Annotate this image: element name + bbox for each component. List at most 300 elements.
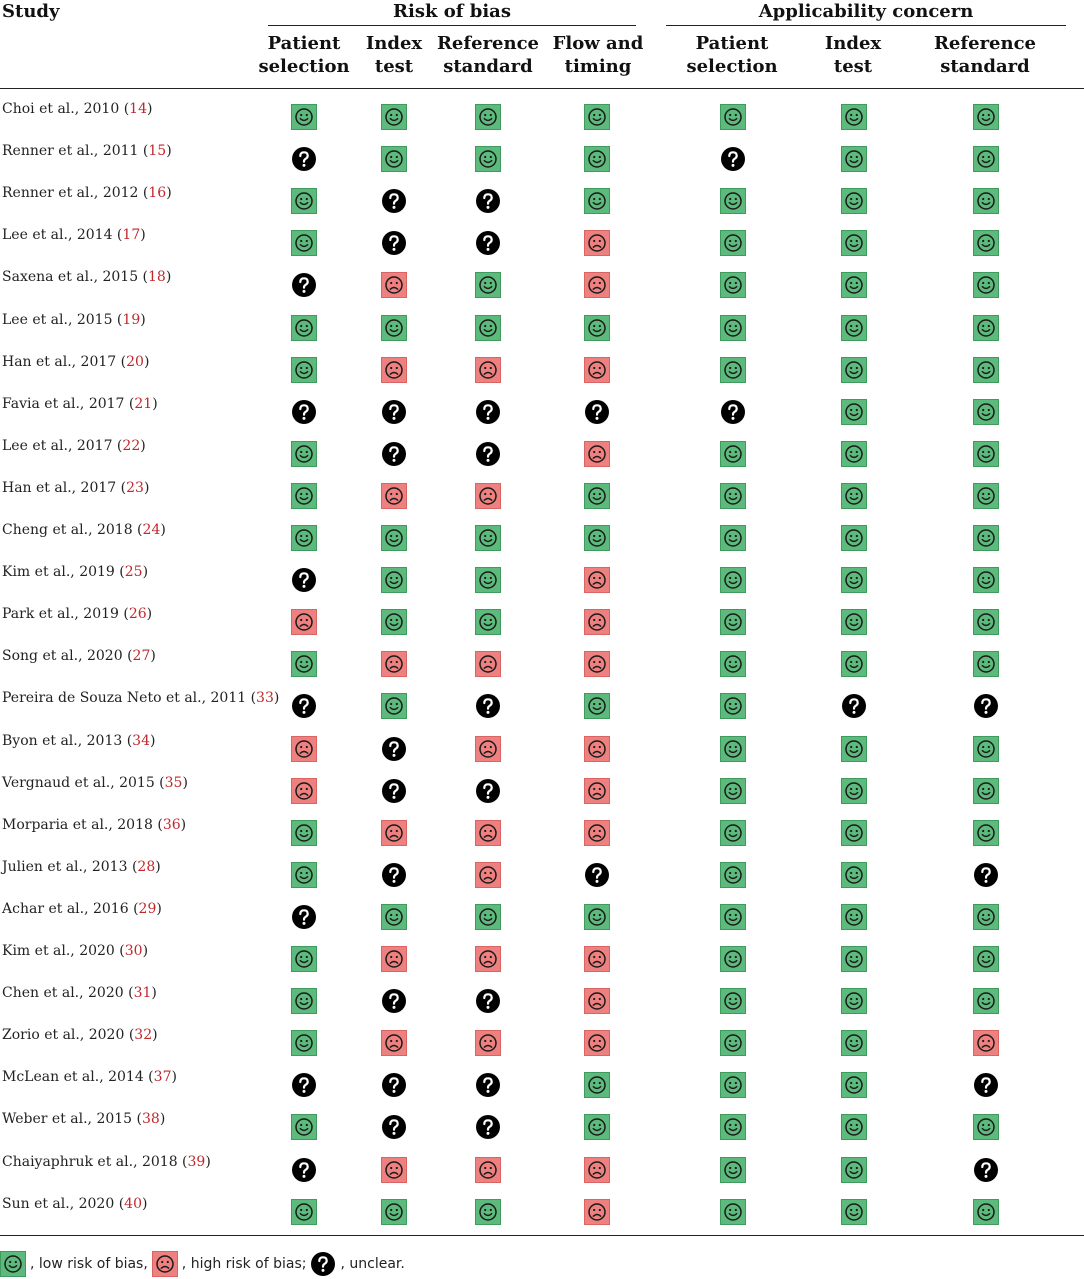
study-name — [2, 1027, 158, 1043]
question-mark-icon — [381, 736, 407, 762]
question-mark-icon — [381, 399, 407, 425]
smiley-face-icon — [973, 441, 999, 467]
study-label: Renner et al., 2011 ( — [2, 143, 149, 160]
smiley-face-icon — [973, 188, 999, 214]
smiley-face-icon — [841, 188, 867, 214]
study-label-close: ) — [165, 269, 172, 286]
smiley-face-icon — [584, 693, 610, 719]
sad-face-icon — [475, 736, 501, 762]
smiley-face-icon — [584, 315, 610, 341]
study-name — [2, 1069, 177, 1085]
reference-link[interactable]: 26 — [128, 606, 147, 623]
question-mark-icon — [291, 567, 317, 593]
study-name — [2, 354, 149, 370]
study-label-close: ) — [146, 606, 153, 623]
question-mark-icon — [475, 778, 501, 804]
applicability-group-header: Applicability concern — [758, 1, 974, 22]
study-label: Renner et al., 2012 ( — [2, 185, 149, 202]
smiley-face-icon — [841, 651, 867, 677]
smiley-face-icon — [584, 1114, 610, 1140]
smiley-face-icon — [841, 988, 867, 1014]
reference-link[interactable]: 16 — [148, 185, 167, 202]
reference-link[interactable]: 32 — [134, 1027, 153, 1044]
study-label: Morparia et al., 2018 ( — [2, 816, 163, 833]
reference-link[interactable]: 34 — [132, 732, 150, 749]
reference-link[interactable]: 35 — [164, 774, 183, 791]
study-name — [2, 606, 152, 622]
smiley-face-icon — [291, 1114, 317, 1140]
smiley-face-icon — [291, 441, 317, 467]
reference-link[interactable]: 25 — [124, 564, 143, 581]
smiley-face-icon — [381, 1199, 407, 1225]
smiley-face-icon — [841, 567, 867, 593]
sad-face-icon — [584, 609, 610, 635]
study-name — [2, 817, 186, 833]
reference-link[interactable]: 40 — [124, 1195, 142, 1212]
question-mark-icon — [475, 988, 501, 1014]
smiley-face-icon — [973, 525, 999, 551]
study-label: Song et al., 2020 ( — [2, 648, 133, 665]
question-mark-icon — [381, 1114, 407, 1140]
study-label-close: ) — [155, 858, 161, 875]
smiley-face-icon — [291, 820, 317, 846]
study-label: Pereira de Souza Neto et al., 2011 ( — [2, 690, 257, 707]
study-label: Achar et al., 2016 ( — [2, 900, 139, 917]
reference-link[interactable]: 37 — [153, 1069, 172, 1086]
smiley-face-icon — [291, 357, 317, 383]
study-label: Julien et al., 2013 ( — [2, 858, 138, 875]
smiley-face-icon — [973, 567, 999, 593]
question-mark-icon — [973, 1072, 999, 1098]
smiley-face-icon — [841, 904, 867, 930]
question-mark-icon — [381, 230, 407, 256]
smiley-face-icon — [720, 357, 746, 383]
reference-link[interactable]: 28 — [137, 858, 156, 875]
smiley-face-icon — [720, 567, 746, 593]
study-name — [2, 564, 148, 580]
study-label-close: ) — [140, 311, 146, 328]
study-label: Choi et al., 2010 ( — [2, 101, 130, 117]
study-label: Han et al., 2017 ( — [2, 353, 127, 370]
smiley-face-icon — [720, 904, 746, 930]
smiley-face-icon — [841, 1157, 867, 1183]
sad-face-icon — [584, 272, 610, 298]
smiley-face-icon — [720, 315, 746, 341]
study-label: Weber et al., 2015 ( — [2, 1111, 142, 1128]
question-mark-icon — [720, 399, 746, 425]
smiley-face-icon — [381, 904, 407, 930]
study-name — [2, 101, 152, 117]
smiley-face-icon — [720, 820, 746, 846]
study-label-close: ) — [205, 1153, 211, 1170]
legend-unclear-text: , unclear. — [340, 1256, 405, 1272]
smiley-face-icon — [720, 651, 746, 677]
smiley-face-icon — [973, 230, 999, 256]
reference-link[interactable]: 38 — [142, 1111, 160, 1128]
smiley-face-icon — [475, 272, 501, 298]
header-bottom-rule — [0, 88, 1084, 89]
smiley-face-icon — [381, 104, 407, 130]
smiley-face-icon — [720, 946, 746, 972]
smiley-face-icon — [841, 609, 867, 635]
smiley-face-icon — [720, 1114, 746, 1140]
smiley-face-icon — [841, 1199, 867, 1225]
study-name — [2, 480, 149, 496]
risk-of-bias-underline — [268, 25, 636, 26]
study-name — [2, 312, 146, 328]
sad-face-icon — [291, 609, 317, 635]
smiley-face-icon — [584, 104, 610, 130]
question-mark-icon — [841, 693, 867, 719]
smiley-face-icon — [291, 862, 317, 888]
smiley-face-icon — [841, 441, 867, 467]
smiley-face-icon — [973, 1199, 999, 1225]
question-mark-icon — [291, 399, 317, 425]
legend-high-text: , high risk of bias; — [181, 1256, 307, 1272]
smiley-face-icon — [584, 1072, 610, 1098]
question-mark-icon — [291, 904, 317, 930]
col-header-index-test: Index test — [365, 33, 423, 77]
study-name — [2, 733, 155, 749]
question-mark-icon — [381, 778, 407, 804]
smiley-face-icon — [720, 1199, 746, 1225]
smiley-face-icon — [973, 483, 999, 509]
question-mark-icon — [381, 862, 407, 888]
study-label-close: ) — [140, 227, 146, 244]
sad-face-icon — [475, 862, 501, 888]
sad-face-icon — [584, 1199, 610, 1225]
reference-link[interactable]: 33 — [256, 690, 274, 707]
study-label-close: ) — [151, 985, 157, 1002]
smiley-face-icon — [475, 104, 501, 130]
smiley-face-icon — [381, 525, 407, 551]
sad-face-icon — [584, 1157, 610, 1183]
smiley-face-icon — [584, 525, 610, 551]
smiley-face-icon — [973, 778, 999, 804]
smiley-face-icon — [841, 1114, 867, 1140]
reference-link[interactable]: 29 — [138, 900, 157, 917]
sad-face-icon — [475, 820, 501, 846]
smiley-face-icon — [841, 483, 867, 509]
smiley-face-icon — [973, 315, 999, 341]
question-mark-icon — [475, 1114, 501, 1140]
smiley-face-icon — [475, 315, 501, 341]
smiley-face-icon — [720, 483, 746, 509]
sad-face-icon — [291, 736, 317, 762]
sad-face-icon — [584, 567, 610, 593]
smiley-face-icon — [720, 988, 746, 1014]
sad-face-icon — [475, 1157, 501, 1183]
table-bottom-rule — [0, 1235, 1084, 1236]
study-label: Lee et al., 2015 ( — [2, 311, 123, 328]
smiley-face-icon — [973, 272, 999, 298]
smiley-face-icon — [841, 357, 867, 383]
sad-face-icon — [381, 483, 407, 509]
smiley-face-icon — [973, 104, 999, 130]
reference-link[interactable]: 30 — [124, 943, 143, 959]
smiley-face-icon — [381, 567, 407, 593]
smiley-face-icon — [973, 904, 999, 930]
study-name — [2, 1111, 165, 1127]
smiley-face-icon — [291, 988, 317, 1014]
smiley-face-icon — [291, 651, 317, 677]
col-header-flow-and-timing: Flow and timing — [552, 33, 644, 77]
sad-face-icon — [291, 778, 317, 804]
smiley-face-icon — [841, 525, 867, 551]
reference-link[interactable]: 31 — [133, 985, 152, 1002]
question-mark-icon — [381, 988, 407, 1014]
smiley-face-icon — [584, 188, 610, 214]
smiley-face-icon — [291, 104, 317, 130]
question-mark-icon — [584, 399, 610, 425]
smiley-face-icon — [720, 104, 746, 130]
sad-face-icon — [475, 1030, 501, 1056]
sad-face-icon — [152, 1251, 178, 1277]
risk-of-bias-group-header: Risk of bias — [393, 1, 511, 22]
smiley-face-icon — [291, 315, 317, 341]
legend-low-text: , low risk of bias, — [30, 1256, 148, 1272]
question-mark-icon — [973, 693, 999, 719]
study-label: Lee et al., 2014 ( — [2, 227, 123, 244]
sad-face-icon — [475, 483, 501, 509]
smiley-face-icon — [973, 820, 999, 846]
sad-face-icon — [584, 736, 610, 762]
question-mark-icon — [381, 441, 407, 467]
question-mark-icon — [720, 146, 746, 172]
smiley-face-icon — [720, 1157, 746, 1183]
reference-link[interactable]: 17 — [122, 227, 141, 244]
smiley-face-icon — [973, 146, 999, 172]
col-header-applicability-patient-selection: Patient selection — [686, 33, 778, 77]
study-label: Byon et al., 2013 ( — [2, 732, 133, 749]
reference-link[interactable]: 36 — [162, 816, 181, 833]
legend — [0, 1249, 409, 1279]
smiley-face-icon — [973, 399, 999, 425]
smiley-face-icon — [973, 946, 999, 972]
study-name — [2, 901, 162, 917]
study-name — [2, 648, 156, 664]
study-name — [2, 438, 146, 454]
question-mark-icon — [475, 188, 501, 214]
question-mark-icon — [381, 188, 407, 214]
smiley-face-icon — [381, 693, 407, 719]
smiley-face-icon — [841, 1030, 867, 1056]
smiley-face-icon — [291, 188, 317, 214]
question-mark-icon — [475, 441, 501, 467]
sad-face-icon — [584, 778, 610, 804]
study-label-close: ) — [142, 564, 149, 581]
study-name — [2, 943, 148, 959]
study-label: Park et al., 2019 ( — [2, 606, 129, 623]
study-label-close: ) — [150, 648, 156, 665]
smiley-face-icon — [584, 146, 610, 172]
smiley-face-icon — [475, 567, 501, 593]
smiley-face-icon — [720, 525, 746, 551]
study-label-close: ) — [171, 1069, 177, 1086]
smiley-face-icon — [720, 441, 746, 467]
study-name — [2, 522, 166, 538]
sad-face-icon — [381, 272, 407, 298]
smiley-face-icon — [841, 399, 867, 425]
smiley-face-icon — [973, 651, 999, 677]
smiley-face-icon — [841, 146, 867, 172]
question-mark-icon — [475, 1072, 501, 1098]
question-mark-icon — [291, 146, 317, 172]
study-name — [2, 859, 161, 875]
smiley-face-icon — [720, 1072, 746, 1098]
smiley-face-icon — [841, 946, 867, 972]
study-label-close: ) — [143, 353, 150, 370]
study-label-close: ) — [142, 943, 149, 959]
study-label: Kim et al., 2020 ( — [2, 943, 125, 959]
smiley-face-icon — [291, 1199, 317, 1225]
smiley-face-icon — [475, 146, 501, 172]
smiley-face-icon — [720, 862, 746, 888]
smiley-face-icon — [841, 272, 867, 298]
study-label-close: ) — [152, 395, 158, 412]
sad-face-icon — [584, 820, 610, 846]
study-label: Chaiyaphruk et al., 2018 ( — [2, 1153, 188, 1170]
smiley-face-icon — [841, 104, 867, 130]
study-label: Favia et al., 2017 ( — [2, 395, 135, 412]
question-mark-icon — [291, 693, 317, 719]
smiley-face-icon — [720, 1030, 746, 1056]
smiley-face-icon — [291, 1030, 317, 1056]
col-header-reference-standard: Reference standard — [436, 33, 540, 77]
reference-link[interactable]: 14 — [129, 101, 147, 117]
study-label-close: ) — [140, 437, 146, 454]
sad-face-icon — [381, 1157, 407, 1183]
smiley-face-icon — [973, 1114, 999, 1140]
question-mark-icon — [584, 862, 610, 888]
study-label-close: ) — [147, 101, 153, 117]
sad-face-icon — [584, 230, 610, 256]
smiley-face-icon — [0, 1251, 26, 1277]
smiley-face-icon — [720, 609, 746, 635]
smiley-face-icon — [381, 609, 407, 635]
smiley-face-icon — [720, 736, 746, 762]
question-mark-icon — [475, 399, 501, 425]
col-header-applicability-reference-standard: Reference standard — [933, 33, 1037, 77]
reference-link[interactable]: 27 — [132, 648, 151, 665]
reference-link[interactable]: 19 — [122, 311, 141, 328]
study-label-close: ) — [273, 690, 280, 707]
study-label-close: ) — [166, 143, 172, 160]
smiley-face-icon — [841, 315, 867, 341]
reference-link[interactable]: 20 — [126, 353, 144, 370]
smiley-face-icon — [841, 1072, 867, 1098]
study-label: Cheng et al., 2018 ( — [2, 522, 143, 538]
applicability-underline — [666, 25, 1066, 26]
study-label: Zorio et al., 2020 ( — [2, 1027, 135, 1044]
study-name — [2, 269, 171, 285]
smiley-face-icon — [973, 988, 999, 1014]
sad-face-icon — [381, 357, 407, 383]
reference-link[interactable]: 15 — [148, 143, 167, 160]
question-mark-icon — [475, 693, 501, 719]
study-label: Kim et al., 2019 ( — [2, 564, 125, 581]
study-name — [2, 185, 172, 201]
col-header-patient-selection: Patient selection — [258, 33, 350, 77]
question-mark-icon — [310, 1251, 336, 1277]
study-name — [2, 1154, 211, 1170]
question-mark-icon — [381, 1072, 407, 1098]
study-label-close: ) — [159, 1111, 166, 1128]
smiley-face-icon — [475, 1199, 501, 1225]
smiley-face-icon — [841, 736, 867, 762]
question-mark-icon — [973, 862, 999, 888]
reference-link[interactable]: 24 — [142, 522, 161, 538]
sad-face-icon — [475, 651, 501, 677]
study-label-close: ) — [156, 900, 162, 917]
study-label-close: ) — [166, 185, 172, 202]
study-label: Vergnaud et al., 2015 ( — [2, 774, 165, 791]
smiley-face-icon — [381, 315, 407, 341]
study-label: Chen et al., 2020 ( — [2, 985, 134, 1002]
study-label-close: ) — [160, 522, 166, 538]
smiley-face-icon — [841, 862, 867, 888]
study-name — [2, 690, 279, 706]
study-label-close: ) — [143, 479, 150, 496]
study-label: Han et al., 2017 ( — [2, 479, 127, 496]
reference-link[interactable]: 18 — [148, 269, 166, 286]
smiley-face-icon — [475, 904, 501, 930]
question-mark-icon — [973, 1157, 999, 1183]
smiley-face-icon — [841, 230, 867, 256]
question-mark-icon — [291, 1072, 317, 1098]
reference-link[interactable]: 23 — [126, 479, 144, 496]
study-label: Lee et al., 2017 ( — [2, 437, 123, 454]
sad-face-icon — [584, 1030, 610, 1056]
smiley-face-icon — [841, 820, 867, 846]
study-label-close: ) — [141, 1195, 148, 1212]
reference-link[interactable]: 39 — [187, 1153, 206, 1170]
sad-face-icon — [381, 651, 407, 677]
study-name — [2, 985, 157, 1001]
smiley-face-icon — [291, 946, 317, 972]
smiley-face-icon — [720, 693, 746, 719]
sad-face-icon — [584, 988, 610, 1014]
study-label-close: ) — [150, 732, 156, 749]
sad-face-icon — [584, 357, 610, 383]
reference-link[interactable]: 21 — [134, 395, 153, 412]
smiley-face-icon — [720, 272, 746, 298]
smiley-face-icon — [720, 230, 746, 256]
smiley-face-icon — [720, 188, 746, 214]
smiley-face-icon — [584, 483, 610, 509]
sad-face-icon — [584, 946, 610, 972]
smiley-face-icon — [291, 525, 317, 551]
smiley-face-icon — [475, 525, 501, 551]
sad-face-icon — [381, 1030, 407, 1056]
study-label: Sun et al., 2020 ( — [2, 1195, 125, 1212]
study-label-close: ) — [152, 1027, 158, 1044]
study-label-close: ) — [182, 774, 188, 791]
sad-face-icon — [475, 946, 501, 972]
col-header-applicability-index-test: Index test — [824, 33, 882, 77]
smiley-face-icon — [841, 778, 867, 804]
study-name — [2, 396, 158, 412]
sad-face-icon — [584, 441, 610, 467]
reference-link[interactable]: 22 — [122, 437, 141, 454]
sad-face-icon — [973, 1030, 999, 1056]
study-name — [2, 143, 172, 159]
smiley-face-icon — [475, 609, 501, 635]
question-mark-icon — [475, 230, 501, 256]
sad-face-icon — [381, 820, 407, 846]
study-name — [2, 1196, 147, 1212]
sad-face-icon — [584, 651, 610, 677]
